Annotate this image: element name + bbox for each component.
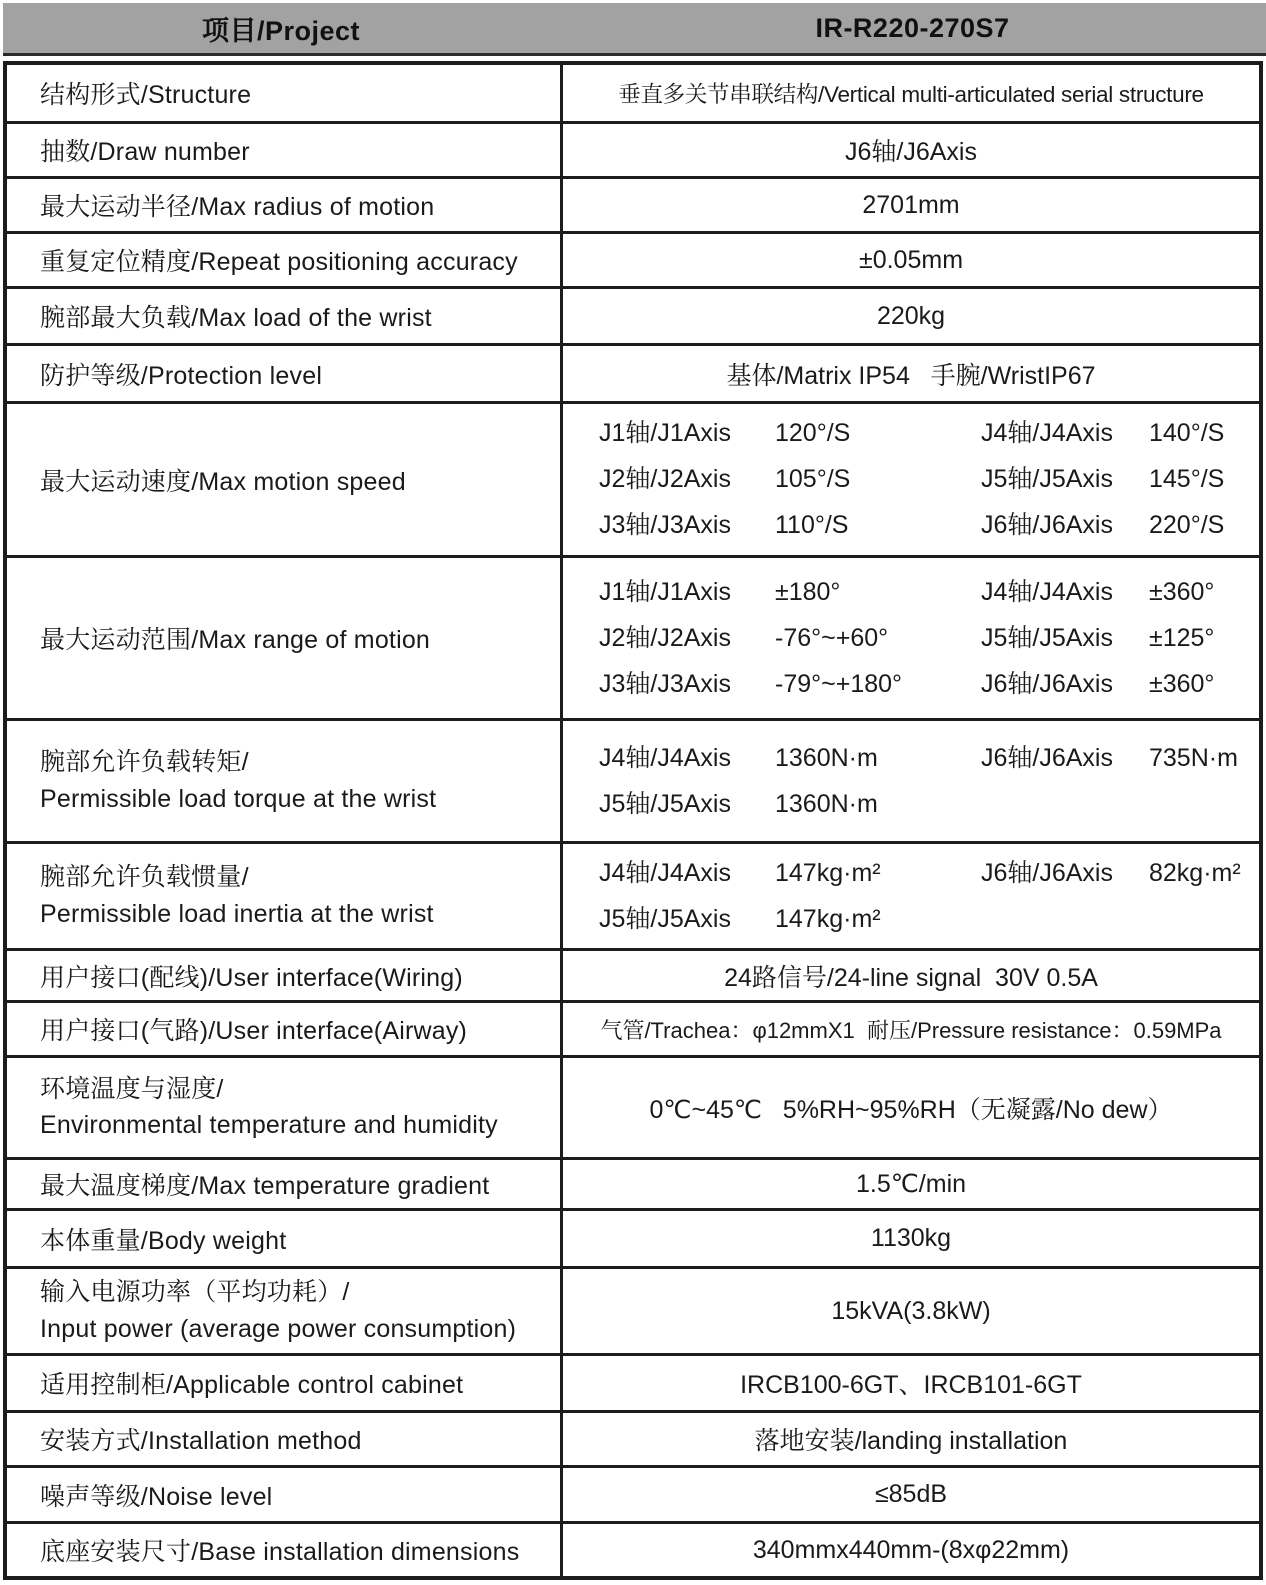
axis-value: -76°~+60° — [775, 623, 889, 652]
row-value — [563, 558, 1259, 718]
axis-value: 120°/S — [775, 419, 851, 447]
axis-value: ±360° — [1149, 577, 1215, 606]
row-max-motion-range — [7, 555, 1259, 718]
row-label-line1: 环境温度与湿度/ — [40, 1074, 224, 1103]
row-label: 噪声等级/Noise level — [7, 1468, 563, 1521]
row-noise-level — [7, 1465, 1259, 1521]
axis-value: -79°~+180° — [775, 669, 903, 698]
row-max-motion-speed — [7, 401, 1259, 555]
header-model: IR-R220-270S7 — [815, 12, 1010, 43]
axis-label: J4轴/J4Axis — [981, 577, 1113, 606]
row-structure — [7, 65, 1259, 121]
axis-label: J6轴/J6Axis — [981, 743, 1113, 772]
row-label: 安装方式/Installation method — [7, 1413, 563, 1465]
row-wrist-inertia — [7, 841, 1259, 948]
row-label: 适用控制柜/Applicable control cabinet — [7, 1356, 563, 1410]
row-environment — [7, 1055, 1259, 1157]
row-installation-method — [7, 1410, 1259, 1465]
row-value: 落地安装/landing installation — [754, 1427, 1068, 1455]
axis-value: 1360N·m — [775, 743, 878, 772]
row-label: 用户接口(配线)/User interface(Wiring) — [7, 951, 563, 1000]
row-label: 本体重量/Body weight — [7, 1211, 563, 1266]
axis-label: J1轴/J1Axis — [599, 419, 731, 447]
row-label — [7, 1269, 563, 1353]
row-label: 防护等级/Protection level — [7, 346, 563, 401]
row-label-line1: 腕部允许负载转矩/ — [40, 748, 249, 776]
row-value: 1.5℃/min — [855, 1170, 967, 1198]
row-value: 垂直多关节串联结构/Vertical multi-articulated serial structure — [618, 82, 1204, 107]
axis-label: J3轴/J3Axis — [599, 511, 731, 539]
table-header — [3, 3, 1266, 56]
row-input-power — [7, 1266, 1259, 1353]
row-user-interface-airway — [7, 1000, 1259, 1055]
row-label-line2: Permissible load torque at the wrist — [40, 784, 437, 813]
row-value: 2701mm — [862, 190, 960, 219]
axis-label: J6轴/J6Axis — [981, 669, 1113, 698]
row-label: 最大温度梯度/Max temperature gradient — [7, 1160, 563, 1208]
row-label: 腕部最大负载/Max load of the wrist — [7, 289, 563, 343]
row-value: 340mmx440mm-(8xφ22mm) — [752, 1535, 1070, 1564]
axis-label: J1轴/J1Axis — [599, 577, 731, 606]
row-label-line1: 腕部允许负载惯量/ — [40, 863, 249, 891]
row-temp-gradient — [7, 1157, 1259, 1208]
axis-label: J4轴/J4Axis — [981, 419, 1113, 447]
row-max-radius — [7, 176, 1259, 231]
row-value: IRCB100-6GT、IRCB101-6GT — [740, 1371, 1082, 1399]
axis-label: J3轴/J3Axis — [599, 669, 731, 698]
row-label: 结构形式/Structure — [7, 65, 563, 121]
row-value — [563, 844, 1259, 948]
axis-value: 140°/S — [1149, 419, 1225, 447]
row-label: 最大运动半径/Max radius of motion — [7, 179, 563, 231]
row-label: 用户接口(气路)/User interface(Airway) — [7, 1003, 563, 1055]
row-value: 0℃~45℃ 5%RH~95%RH（无凝露/No dew） — [649, 1095, 1173, 1124]
row-label: 最大运动范围/Max range of motion — [7, 558, 563, 718]
row-label: 抽数/Draw number — [7, 124, 563, 176]
row-value: 24路信号/24-line signal 30V 0.5A — [724, 963, 1098, 992]
row-value: 220kg — [876, 301, 946, 330]
row-base-dimensions — [7, 1521, 1259, 1576]
row-value — [563, 404, 1259, 555]
axis-value: 145°/S — [1149, 465, 1225, 493]
axis-value: ±180° — [775, 577, 841, 606]
row-wrist-torque — [7, 718, 1259, 841]
axis-label: J2轴/J2Axis — [599, 623, 731, 652]
row-label: 最大运动速度/Max motion speed — [7, 404, 563, 555]
axis-value: ±125° — [1149, 623, 1215, 652]
axis-label: J4轴/J4Axis — [599, 743, 731, 772]
axis-value: 82kg·m² — [1149, 858, 1241, 887]
row-value: 1130kg — [870, 1224, 952, 1252]
axis-value: 110°/S — [775, 511, 849, 539]
axis-value: 1360N·m — [775, 789, 878, 818]
row-value: ≤85dB — [874, 1480, 948, 1508]
row-value: 15kVA(3.8kW) — [831, 1296, 991, 1325]
axis-label: J5轴/J5Axis — [599, 789, 731, 818]
axis-label: J4轴/J4Axis — [599, 858, 731, 887]
axis-label: J5轴/J5Axis — [599, 904, 731, 933]
row-label: 重复定位精度/Repeat positioning accuracy — [7, 234, 563, 286]
axis-value: ±360° — [1149, 669, 1215, 698]
row-control-cabinet — [7, 1353, 1259, 1410]
row-draw-number — [7, 121, 1259, 176]
axis-label: J2轴/J2Axis — [599, 465, 731, 493]
row-user-interface-wiring — [7, 948, 1259, 1000]
row-label-line1: 输入电源功率（平均功耗）/ — [40, 1278, 350, 1306]
axis-label: J5轴/J5Axis — [981, 465, 1113, 493]
row-label-line2: Permissible load inertia at the wrist — [40, 899, 434, 928]
row-label — [7, 844, 563, 948]
row-value — [563, 721, 1259, 841]
row-protection-level — [7, 343, 1259, 401]
row-label-line2: Input power (average power consumption) — [40, 1314, 517, 1343]
row-max-wrist-load — [7, 286, 1259, 343]
row-label — [7, 721, 563, 841]
row-label: 底座安装尺寸/Base installation dimensions — [7, 1524, 563, 1576]
row-value: J6轴/J6Axis — [845, 138, 977, 166]
row-value: 气管/Trachea：φ12mmX1 耐压/Pressure resistance：0.59MPa — [600, 1017, 1222, 1043]
row-body-weight — [7, 1208, 1259, 1266]
axis-value: 147kg·m² — [775, 904, 881, 933]
row-label — [7, 1058, 563, 1157]
header-project-label: 项目/Project — [201, 15, 361, 46]
spec-table — [3, 61, 1263, 1580]
axis-label: J5轴/J5Axis — [981, 623, 1113, 652]
row-value: ±0.05mm — [858, 245, 964, 274]
axis-label: J6轴/J6Axis — [981, 858, 1113, 887]
axis-value: 735N·m — [1149, 743, 1238, 772]
axis-value: 220°/S — [1149, 511, 1225, 539]
row-repeat-accuracy — [7, 231, 1259, 286]
axis-label: J6轴/J6Axis — [981, 511, 1113, 539]
axis-value: 147kg·m² — [775, 858, 881, 887]
axis-value: 105°/S — [775, 465, 851, 493]
row-label-line2: Environmental temperature and humidity — [40, 1111, 498, 1139]
row-value: 基体/Matrix IP54 手腕/WristIP67 — [726, 361, 1096, 390]
spec-sheet — [0, 3, 1266, 1585]
